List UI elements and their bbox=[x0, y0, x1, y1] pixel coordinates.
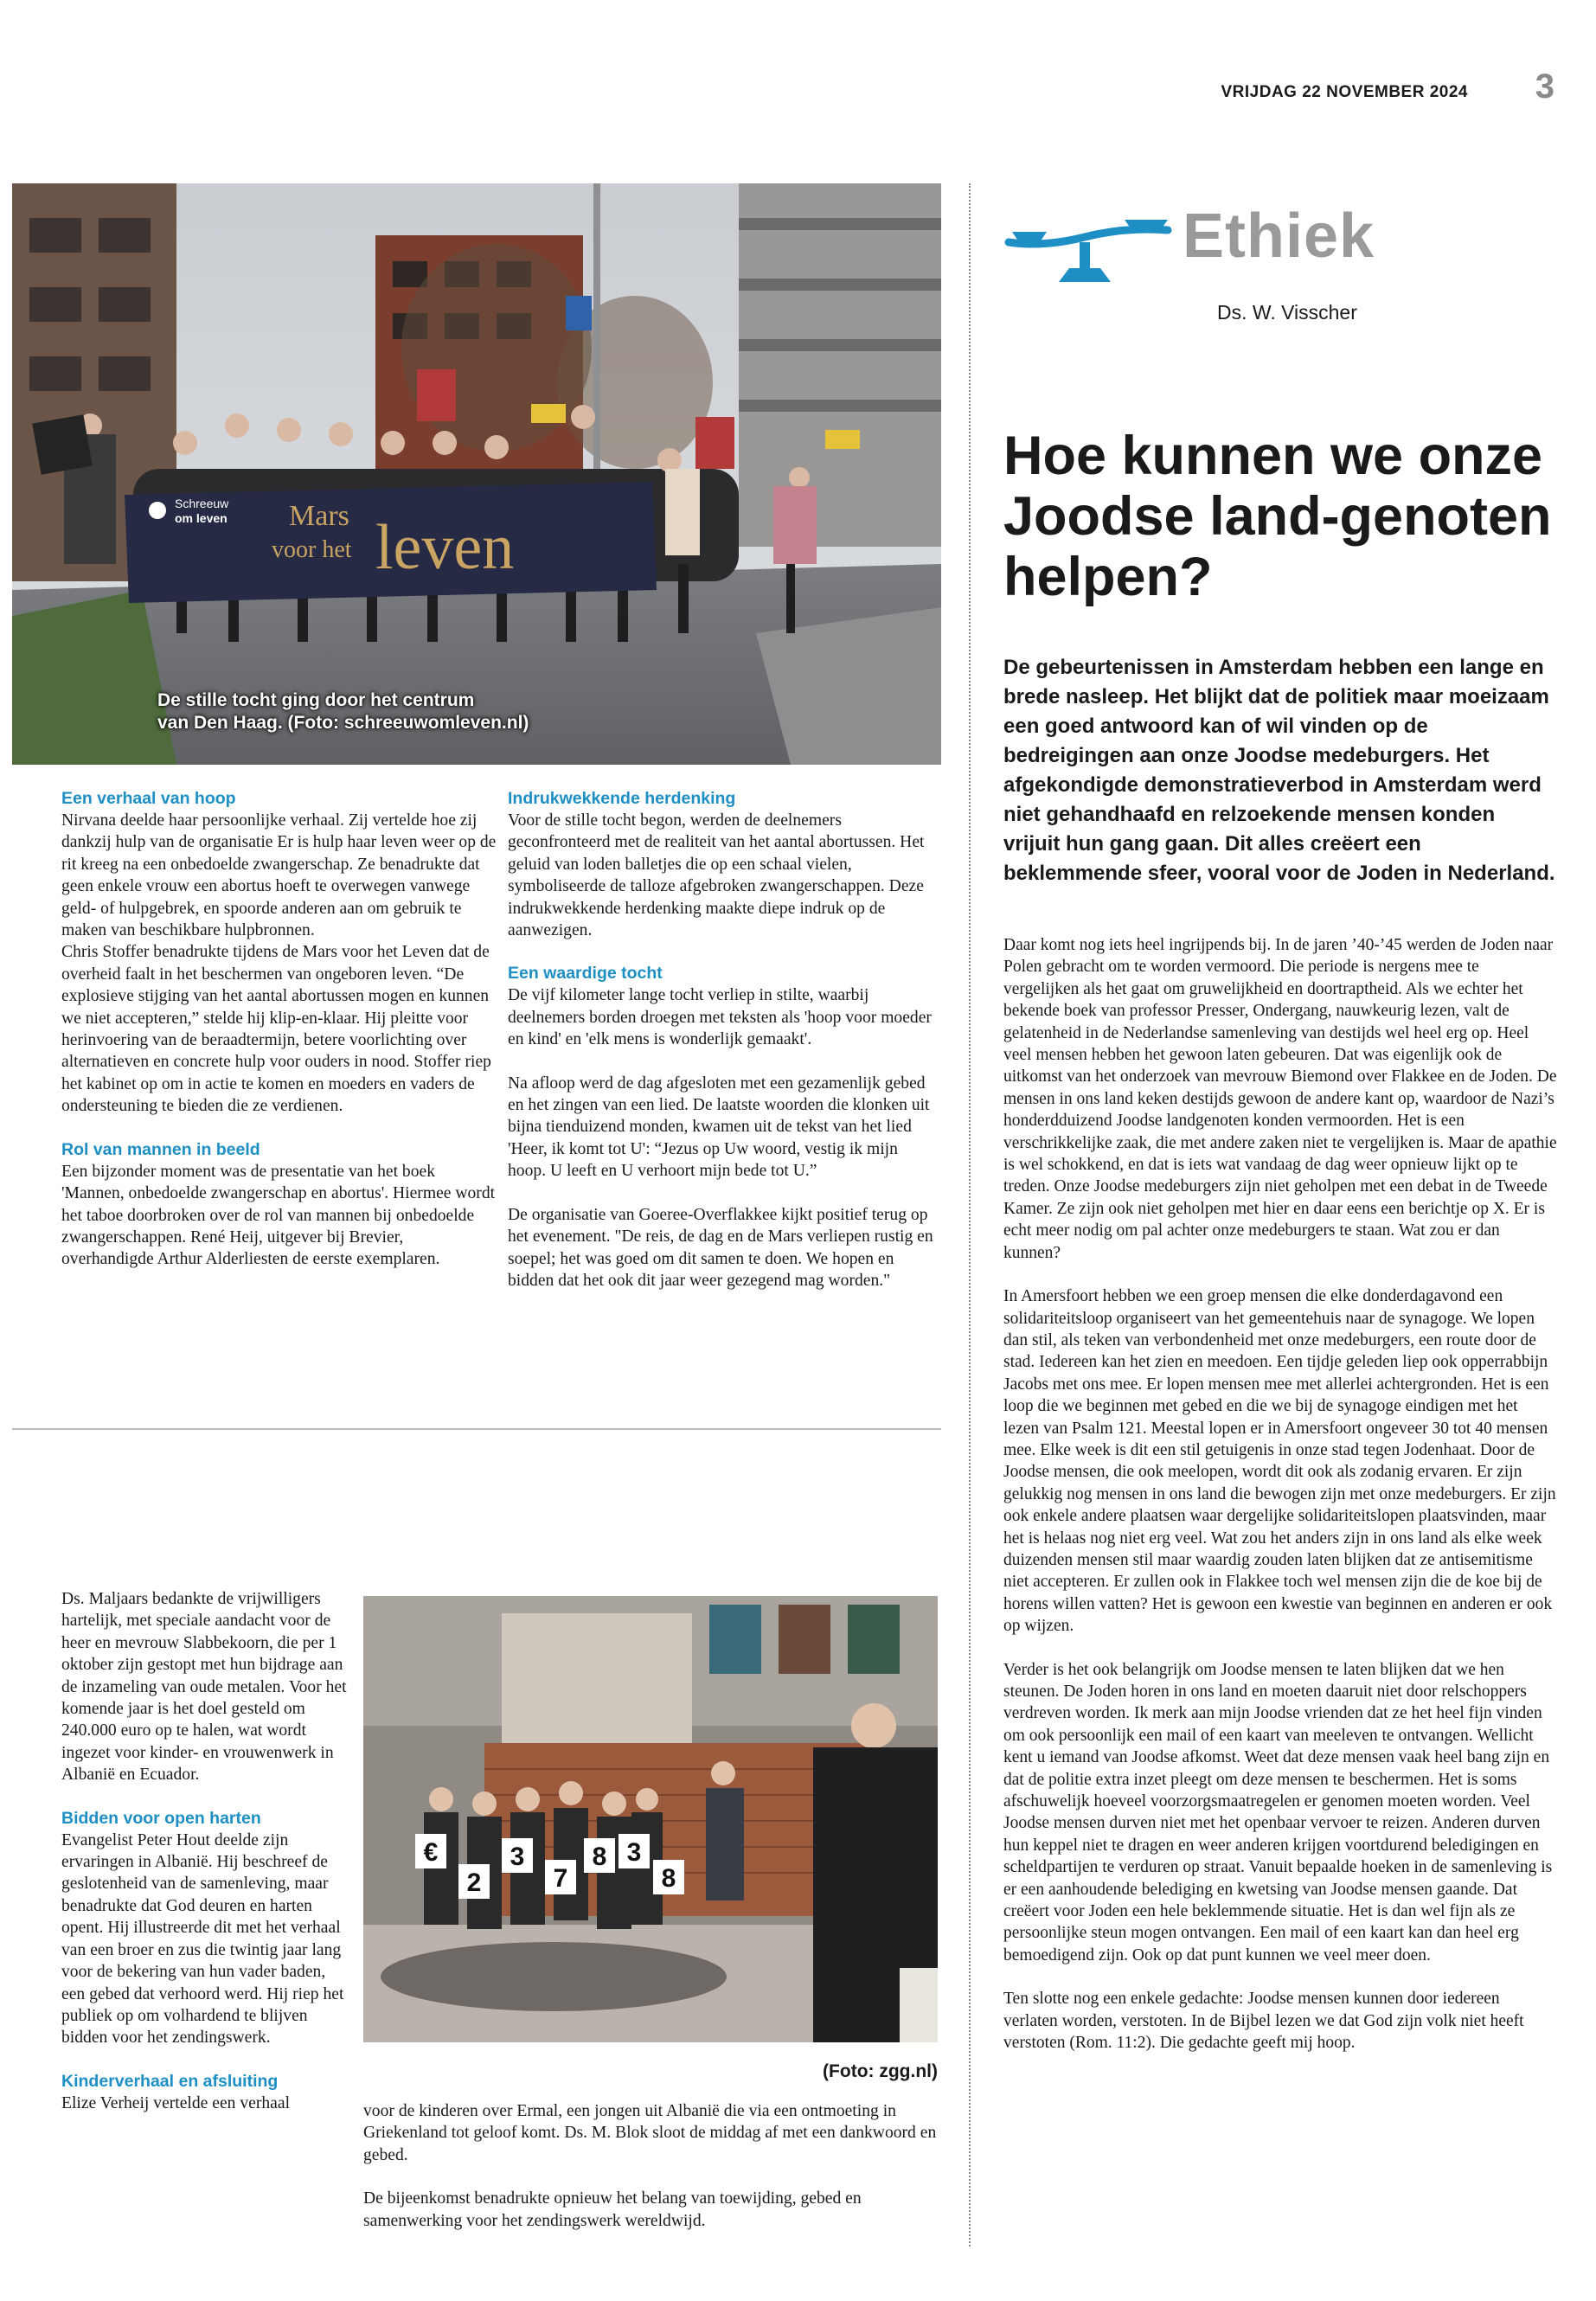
paragraph: In Amersfoort hebben we een groep mensen die elke donderdagavond een solidariteitsloop organiseert van het gemeentehuis naar de synagoge. We lopen dan stil, als teken van verbondenheid met onze medeburgers, een route door de stad. Iedereen kan het zien en meedoen. Een tijdje geleden liep ook opperrabbijn Jacobs met ons mee. Er lopen mensen mee met allerlei achtergronden. Het is een loop die we beginnen met gebed en die we bij de synagoge eindigen met het lezen van Psalm 121. Meestal lopen er in Amersfoort ongeveer 30 tot 40 mensen mee. Elke week is dit een stil getuigenis in onze stad tegen Jodenhaat. Door de Joodse mensen, die ook meelopen, wordt dit ook als zodanig ervaren. Er zijn gelukkig nog mensen in ons land die bewogen zijn met onze medeburgers. Er zijn ook enkele andere plaatsen waar dergelijke solidariteitslopen plaatsvinden, maar het is helaas nog niet erg veel. Wat zou het anders zijn in ons land als elke week duizenden mensen stil maar waardig zouden laten blijken dat ze antisemitisme niet accepteren. Er zullen ook in Flakkee toch wel mensen zijn die de koe bij de horens willen vatten? Het is gewoon een kwestie van beginnen en anderen er ook op wijzen. bbox=[1003, 1287, 1556, 1636]
photo-card: 3 bbox=[626, 1838, 642, 1867]
photo-card: 7 bbox=[553, 1864, 568, 1893]
photo-card: € bbox=[423, 1838, 439, 1867]
paragraph: Verder is het ook belangrijk om Joodse mensen te laten blijken dat we hen steunen. De Joden horen in ons land en moeten daaruit niet door relschoppers verdreven worden. Ik merk aan mijn Joodse vrienden dat ze het heel fijn vinden om ook persoonlijk een mail of een kaart van meeleven te ontvangen. Wellicht kent u iemand van Joodse afkomst. Weet dat deze mensen vaak heel bang zijn en dat de politie extra inzet pleegt om deze mensen te beschermen. Het is soms afschuwelijk hoeveel voorzorgsmaatregelen er genomen moeten worden. Veel Joodse mensen durven niet met het openbaar vervoer te reizen. Anderen durven hun keppel niet te dragen en weer anderen krijgen voortdurend beledigingen en scheldpartijen te verduren op straat. Vanuit bepaalde hoeken in de samenleving is er een aanhoudende belediging en kwetsing van Joodse mensen gaande. Dat creëert voor Joden een hele beklemmende situatie. Het is dan wel fijn als ze persoonlijke steun mogen ontvangen. Een mail of een kaart kan dan heel erg bemoedigend zijn. Ook op dat punt kunnen we veel meer doen. bbox=[1003, 1660, 1553, 1965]
paragraph: Voor de stille tocht begon, werden de deelnemers geconfronteerd met de realiteit van het aantal abortussen. Het geluid van loden balletjes die op een schaal vielen, symboliseerde de talloze afgebroken zwangerschappen. Deze indrukwekkende herdenking maakte diepe indruk op de aanwezigen. bbox=[508, 811, 925, 940]
paragraph: De organisatie van Goeree-Overflakkee kijkt positief terug op het evenement. "De reis, de dag en de Mars verliepen rustig en soepel; het was goed om dit samen te doen. We hopen en bidden dat het ook dit jaar weer gezegend mag worden." bbox=[508, 1205, 933, 1290]
paragraph: Een bijzonder moment was de presentatie van het boek 'Mannen, onbedoelde zwangerschap en abortus'. Hiermee wordt het taboe doorbroken over de rol van mannen bij onbedoelde zwangerschappen. René Heij, uitgever bij Brevier, overhandigde Arthur Alderliesten de eerste exemplaren. bbox=[61, 1162, 496, 1269]
church-photo-illustration bbox=[363, 1596, 938, 2042]
banner-org-line2: om leven bbox=[175, 511, 228, 525]
photo-card: 3 bbox=[510, 1843, 525, 1871]
march-photo-illustration bbox=[12, 183, 941, 765]
subheading-hoop: Een verhaal van hoop bbox=[61, 789, 236, 808]
issue-date: VRIJDAG 22 NOVEMBER 2024 bbox=[1221, 83, 1468, 101]
paragraph: Daar komt nog iets heel ingrijpends bij. In de jaren ’40-’45 werden de Joden naar Polen gebracht om te worden vermoord. Die periode is nergens mee te vergelijken als het gaat om gruwelijkheid en doortraptheid. Als we echter het bekende boek van professor Presser, Ondergang, nauwkeurig lezen, valt de gelatenheid in de Nederlandse samenleving van destijds wel heel erg op. Heel veel mensen hebben het gewoon laten gebeuren. Dat was eigenlijk ook de uitkomst van het onderzoek van mevrouw Biemond over Flakkee en de Joden. De mensen in ons land keken destijds gewoon de andere kant op, waardoor de Nazi’s honderdduizend Joodse landgenoten konden vermoorden. Het is een verschrikkelijke zaak, die met andere zaken niet te vergelijken is. Maar de apathie is wel schokkend, en dat is iets wat vandaag de dag weer opnieuw lijkt op te treden. Onze Joodse medeburgers zijn niet geholpen met een debat in de Tweede Kamer. Ze zijn ook niet geholpen met hier en daar eens een berichtje op X. Er is echt meer nodig om pal achter onze medeburgers te staan. Wat zou er dan kunnen? bbox=[1003, 936, 1557, 1262]
subheading-tocht: Een waardige tocht bbox=[508, 964, 663, 984]
section-title: Ethiek bbox=[1183, 202, 1375, 271]
paragraph: Evangelist Peter Hout deelde zijn ervaringen in Albanië. Hij beschreef de geslotenheid van de samenleving, maar benadrukte dat God deuren en harten opent. Hij illustreerde dit met het verhaal van een broer en zus die twintig jaar lang voor de bekering van hun vader baden, een gebed dat verhoord werd. Hij riep het publiek op om volhardend te blijven bidden voor het zendingswerk. bbox=[61, 1830, 344, 2048]
church-photo-caption: (Foto: zgg.nl) bbox=[823, 2061, 938, 2081]
subheading-kinderverhaal: Kinderverhaal en afsluiting bbox=[61, 2071, 279, 2091]
paragraph: Nirvana deelde haar persoonlijke verhaal. Zij vertelde hoe zij dankzij hulp van de organisatie Er is hulp haar leven weer op de rit kreeg na een onbedoelde zwangerschap. Ze benadrukte dat geen enkele vrouw een abortus hoeft te overwegen vanwege geld- of hulpgebrek, en spoorde anderen aan om gebruik te maken van beschikbare hulpbronnen. bbox=[61, 811, 497, 940]
subheading-mannen: Rol van mannen in beeld bbox=[61, 1139, 260, 1159]
photo-card: 8 bbox=[592, 1843, 607, 1871]
banner-title-big: leven bbox=[375, 512, 515, 583]
paragraph: Ds. Maljaars bedankte de vrijwilligers hartelijk, met speciale aandacht voor de heer en mevrouw Slabbekoorn, die per 1 oktober zijn gestopt met hun bijdrage aan de inzameling van oude metalen. Voor het komende jaar is het doel gesteld om 240.000 euro op te halen, wat wordt ingezet voor kinder- en vrouwenwerk in Albanië en Ecuador. bbox=[61, 1590, 347, 1785]
banner-title-small1: Mars bbox=[289, 500, 349, 532]
photo-card: 2 bbox=[466, 1868, 482, 1897]
paragraph: voor de kinderen over Ermal, een jongen uit Albanië die via een ontmoeting in Griekenland tot geloof komt. Ds. M. Blok sloot de middag af met een dankwoord en gebed. bbox=[363, 2102, 937, 2164]
page-number: 3 bbox=[1535, 67, 1554, 106]
march-photo-caption-line2: van Den Haag. (Foto: schreeuwomleven.nl) bbox=[157, 713, 529, 733]
banner-title-small2: voor het bbox=[272, 536, 352, 563]
paragraph: Chris Stoffer benadrukte tijdens de Mars voor het Leven dat de overheid faalt in het beschermen van ongeboren leven. “De explosieve stijging van het aantal abortussen mogen en kunnen we niet accepteren,” stelde hij klip-en-klaar. Hij pleitte voor herinvoering van de beraadtermijn, betere voorlichting over alternatieven en concrete hulp voor ouders in nood. Stoffer riep het kabinet op om in actie te komen en moeders en vaders de ondersteuning te bieden die ze verdienen. bbox=[61, 943, 491, 1116]
church-photo bbox=[363, 1596, 938, 2042]
paragraph: De bijeenkomst benadrukte opnieuw het belang van toewijding, gebed en samenwerking voor het zendingswerk wereldwijd. bbox=[363, 2189, 862, 2230]
photo-card: 8 bbox=[661, 1864, 676, 1893]
article-headline: Hoe kunnen we onze Joodse land-genoten helpen? bbox=[1003, 426, 1552, 607]
paragraph: De vijf kilometer lange tocht verliep in stilte, waarbij deelnemers borden droegen met teksten als 'hoop voor moeder en kind' en 'elk mens is wonderlijk gemaakt'. bbox=[508, 986, 932, 1049]
paragraph: Na afloop werd de dag afgesloten met een gezamenlijk gebed en het zingen van een lied. De laatste woorden die klonken uit bijna tienduizend monden, kwamen uit de tekst van het lied 'Heer, ik komt tot U': “Jezus op Uw woord, vestig ik mijn hoop. U leeft en U verhoort mijn bede tot U.” bbox=[508, 1074, 930, 1181]
scale-icon bbox=[1002, 213, 1175, 287]
subheading-herdenking: Indrukwekkende herdenking bbox=[508, 789, 736, 808]
author: Ds. W. Visscher bbox=[1217, 301, 1357, 324]
vertical-divider bbox=[969, 183, 971, 2247]
horizontal-divider bbox=[12, 1428, 941, 1430]
march-photo bbox=[12, 183, 941, 765]
banner-org-line1: Schreeuw bbox=[175, 497, 229, 510]
lower-wide-column bbox=[363, 2100, 941, 2232]
paragraph: Ten slotte nog een enkele gedachte: Joodse mensen kunnen door iedereen verlaten worden, verstoten. In de Bijbel lezen we dat God zijn volk niet heeft verstoten (Rom. 11:2). Die gedachte geeft mij hoop. bbox=[1003, 1990, 1524, 2053]
ethiek-body bbox=[1003, 934, 1557, 2054]
lower-column bbox=[61, 1588, 347, 2114]
article-lead: De gebeurtenissen in Amsterdam hebben een lange en brede nasleep. Het blijkt dat de politiek maar moeizaam een goed antwoord kan of wil vinden op de bedreigingen aan onze Joodse medeburgers. Het afgekondigde demonstratieverbod in Amsterdam werd niet gehandhaafd en relzoekende mensen konden vrijuit hun gang gaan. Dit alles creëert een beklemmende sfeer, vooral voor de Joden in Nederland. bbox=[1003, 656, 1555, 885]
subheading-bidden: Bidden voor open harten bbox=[61, 1808, 261, 1828]
column-1 bbox=[61, 788, 498, 1271]
column-2 bbox=[508, 788, 938, 1292]
paragraph: Elize Verheij vertelde een verhaal bbox=[61, 2093, 291, 2112]
march-photo-caption-line1: De stille tocht ging door het centrum bbox=[157, 690, 475, 710]
